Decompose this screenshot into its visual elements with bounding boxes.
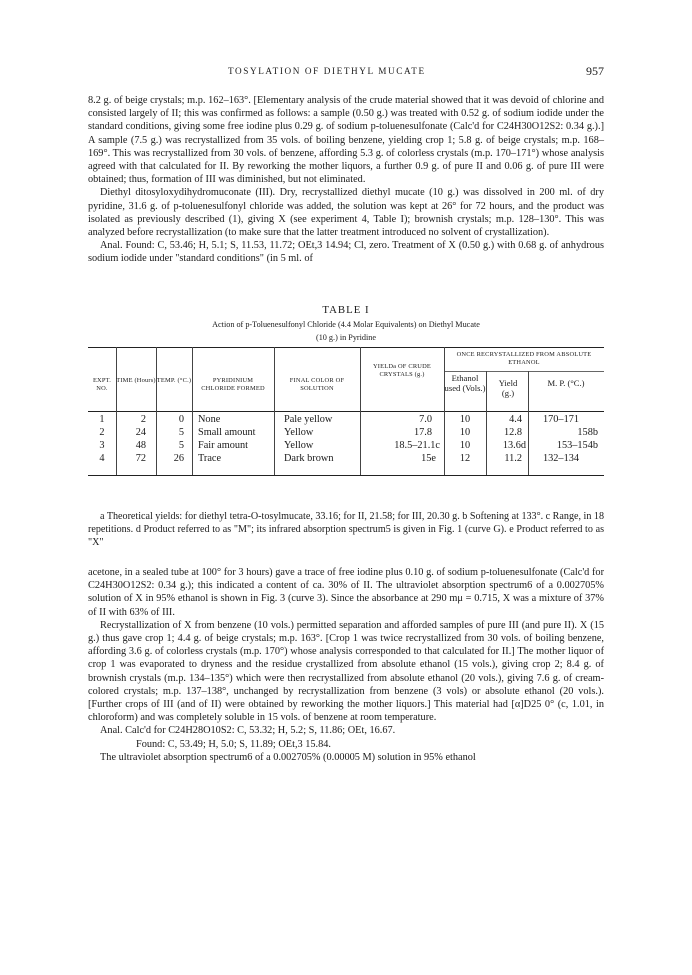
running-header <box>88 64 604 78</box>
paragraph: The ultraviolet absorption spectrum6 of a 0.002705% (0.00005 M) solution in 95% ethanol <box>100 751 476 763</box>
table-caption-line: (10 g.) in Pyridine <box>315 333 377 343</box>
table-rule <box>444 371 604 372</box>
col-header-ethanol: Ethanol used (Vols.) <box>444 373 486 393</box>
table-caption-line: Action of p-Toluenesulfonyl Chloride (4.4 Molar Equivalents) on Diethyl Mucate <box>212 320 480 329</box>
cell-yield: 17.8 <box>413 427 432 438</box>
paragraph: 8.2 g. of beige crystals; m.p. 162–163°. [Elementary analysis of the crude material showed that it was devoid of chlorine and consisted largely of II; this was confirmed as follows: a sample (0.50 g.) was treated with 0.52 g. of sodium iodide under the standard conditions, giving some free iodine plus 0.29 g. of sodium p-toluenesulfonate (Calc'd for C24H30O12S2: 0.34 g.).] A sample (7.5 g.) was recrystallized from 35 vols. of boiling benzene, yielding crop 1; 5.8 g. of beige crystals; m.p. 168–169°. This was recrystallized from 30 vols. of benzene, affording 5.3 g. of colorless crystals (m.p. 170–171°) whose analysis agreed with that calculated for II. By reworking the mother liquors, a further 0.9 g. of pure II and 0.06 g. of pure III were obtained; thus, formation of III was diminished, but not eliminated. <box>88 95 604 186</box>
paragraph: Diethyl ditosyloxydihydromuconate (III). Dry, recrystallized diethyl mucate (10 g.) was dissolved in 200 ml. of dry pyridine, 31.6 g. of p-toluenesulfonyl chloride was added, the solution was kept at 26° for 72 hours, and the product was isolated as previously described (1), giving X (see experiment 4, Table I); brownish crystals; m.p. 128–130°. This was analyzed before recrystallization (to make sure that the latter treatment introduced no solvent of crystallization). <box>88 187 604 239</box>
cell-mp: 132–134 <box>542 453 580 464</box>
cell-temp: 5 <box>178 440 184 451</box>
cell-color: Yellow <box>284 427 314 438</box>
col-header-yield-g: Yield (g.) <box>498 378 518 398</box>
cell-expt: 4 <box>99 453 105 464</box>
col-header-temp: TEMP. (°C.) <box>156 377 192 384</box>
cell-time: 2 <box>140 414 146 425</box>
cell-time: 48 <box>135 440 146 451</box>
paragraph: Found: C, 53.49; H, 5.0; S, 11.89; OEt,3 15.84. <box>136 738 331 750</box>
cell-expt: 1 <box>99 414 105 425</box>
cell-yield-g: 12.8 <box>503 427 522 438</box>
cell-temp: 5 <box>178 427 184 438</box>
cell-ethanol: 10 <box>459 414 471 425</box>
cell-mp: 158b <box>577 427 598 438</box>
cell-ethanol: 10 <box>459 427 471 438</box>
cell-temp: 26 <box>173 453 184 464</box>
col-header-recrystallized: ONCE RECRYSTALLIZED FROM ABSOLUTE ETHANOL <box>456 351 592 366</box>
body-text-bottom <box>88 566 604 764</box>
cell-yield-g: 4.4 <box>509 414 522 425</box>
data-table <box>88 347 604 503</box>
cell-color: Pale yellow <box>284 414 333 425</box>
table-footnotes <box>88 511 604 549</box>
cell-temp: 0 <box>178 414 184 425</box>
col-header-time: TIME (Hours) <box>116 377 156 384</box>
cell-pyridinium: None <box>198 414 221 425</box>
cell-ethanol: 10 <box>459 440 471 451</box>
table-rule <box>88 411 604 412</box>
cell-time: 24 <box>135 427 146 438</box>
running-title: TOSYLATION OF DIETHYL MUCATE <box>228 66 426 76</box>
cell-color: Dark brown <box>284 453 334 464</box>
cell-yield: 15e <box>421 453 436 464</box>
table-label: TABLE I <box>322 304 370 316</box>
body-text-top <box>88 94 604 266</box>
cell-color: Yellow <box>284 440 314 451</box>
col-header-expt: EXPT. NO. <box>92 377 112 392</box>
column-divider <box>274 347 275 475</box>
cell-yield: 7.0 <box>419 414 432 425</box>
cell-yield-g: 13.6d <box>502 440 526 451</box>
cell-ethanol: 12 <box>459 453 471 464</box>
table-rule <box>88 347 604 348</box>
cell-mp: 153–154b <box>556 440 598 451</box>
col-header-pyridinium: PYRIDINIUM CHLORIDE FORMED <box>201 377 265 392</box>
cell-pyridinium: Small amount <box>198 427 256 438</box>
cell-expt: 3 <box>99 440 105 451</box>
paragraph: Recrystallization of X from benzene (10 vols.) permitted separation and afforded samples of pure III (and pure II). X (15 g.) thus gave crop 1; 4.4 g. of beige crystals; m.p. 163°. [Crop 1 was twice recrystallized from 30 vols. of boiling benzene, affording 3.6 g. of colorless crystals (m.p. 170°) whose analysis corresponded to that calculated for II.] The mother liquor of crop 1 was evaporated to dryness and the residue crystallized from absolute ethanol (15 vols.), giving crop 2; 8.4 g. of brownish crystals (m.p. 134–135°) which were then recrystallized from absolute ethanol (20 vols.), giving 7.6 g. of cream-colored crystals; m.p. 137–138°, unchanged by recrystallization from benzene (3 vols) or absolute ethanol (20 vols.). [Further crops of III (and of II) were obtained by reworking the mother liquors.] This material had [α]D25 0° (c, 1.01, in chloroform) and was completely soluble in 15 vols. of benzene at room temperature. <box>88 619 604 724</box>
paragraph: Anal. Found: C, 53.46; H, 5.1; S, 11.53, 11.72; OEt,3 14.94; Cl, zero. Treatment of X (0.50 g.) with 0.68 g. of anhydrous sodium iodide under "standard conditions" (in 5 ml. of <box>88 240 604 265</box>
col-header-mp: M. P. (°C.) <box>547 378 585 388</box>
table-caption <box>88 318 604 344</box>
cell-expt: 2 <box>99 427 105 438</box>
footnote-text: a Theoretical yields: for diethyl tetra-O-tosylmucate, 33.16; for II, 21.58; for III, 20.30 g. b Softening at 133°. c Range, in 18 repetitions. d Product referred to as "M"; its infrared absorption spectrum5 is given in Fig. 1 (curve G). e Product referred to as "X" <box>88 511 604 548</box>
paragraph: Anal. Calc'd for C24H28O10S2: C, 53.32; H, 5.2; S, 11.86; OEt, 16.67. <box>100 725 396 737</box>
cell-mp: 170–171 <box>542 414 580 425</box>
col-header-color: FINAL COLOR OF SOLUTION <box>289 377 345 392</box>
cell-yield-g: 11.2 <box>504 453 522 464</box>
page-number: 957 <box>586 64 604 78</box>
paragraph: acetone, in a sealed tube at 100° for 3 hours) gave a trace of free iodine plus 0.10 g. of sodium p-toluenesulfonate (Calc'd for C24H30O12S2: 0.34 g.); this indicated a content of ca. 30% of II. The ultraviolet absorption spectrum6 of a 0.002705% solution of X in 95% ethanol is shown in Fig. 3 (curve 3). Since the absorbance at 290 mμ = 0.715, X was a mixture of 37% of II with 63% of III. <box>88 567 604 618</box>
cell-yield: 18.5–21.1c <box>394 440 440 451</box>
cell-pyridinium: Fair amount <box>198 440 249 451</box>
col-header-yield: YIELDa OF CRUDE CRYSTALS (g.) <box>372 363 432 378</box>
table-rule <box>88 475 604 476</box>
cell-time: 72 <box>135 453 146 464</box>
cell-pyridinium: Trace <box>198 453 222 464</box>
column-divider <box>192 347 193 475</box>
